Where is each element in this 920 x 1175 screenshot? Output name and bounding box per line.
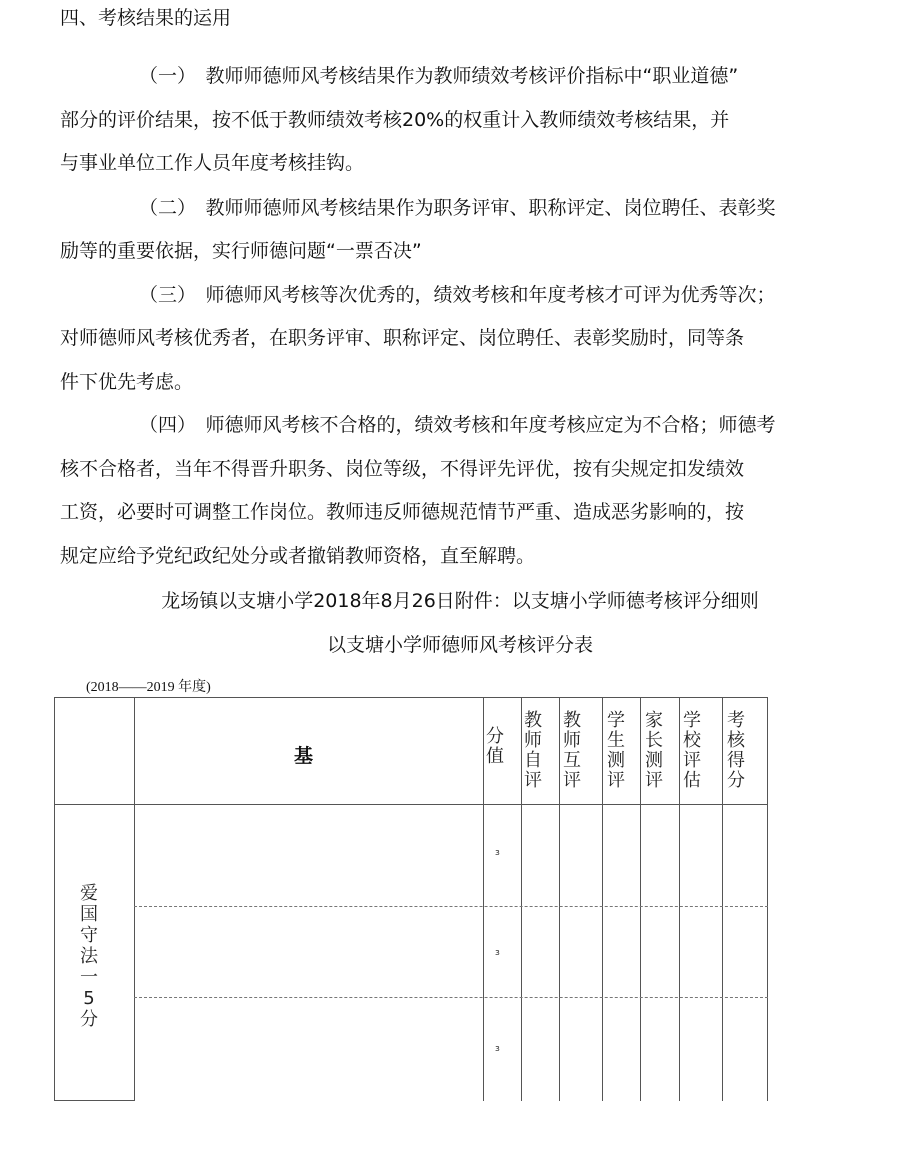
row-mark-2: з — [495, 948, 500, 958]
row-mark-1: з — [495, 848, 500, 858]
paragraph-1-line-3: 与事业单位工作人员年度考核挂钩。 — [60, 152, 365, 174]
col-header-school-eval: 学校评估 — [683, 710, 701, 791]
year-range: (2018——2019 年度) — [86, 680, 211, 695]
table-title: 以支塘小学师德师风考核评分表 — [326, 634, 593, 656]
paragraph-1-line-2: 部分的评价结果，按不低于教师绩效考核20%的权重计入教师绩效考核结果，并 — [60, 109, 730, 131]
col-header-parent-eval: 家长测评 — [645, 710, 663, 791]
paragraph-3-line-1: （三） 师德师风考核等次优秀的，绩效考核和年度考核才可评为优秀等次； — [139, 284, 776, 306]
signature-line: 龙场镇以支塘小学2018年8月26日附件：以支塘小学师德考核评分细则 — [161, 590, 759, 612]
paragraph-2-line-1: （二） 教师师德师风考核结果作为职务评审、职称评定、岗位聘任、表彰奖 — [139, 197, 776, 219]
paragraph-3-line-2: 对师德师风考核优秀者，在职务评审、职称评定、岗位聘任、表彰奖励时，同等条 — [60, 327, 745, 349]
paragraph-2-line-2: 励等的重要依据，实行师德问题“一票否决” — [60, 240, 422, 262]
col-header-student-eval: 学生测评 — [607, 710, 625, 791]
col-header-final-score: 考核得分 — [727, 710, 745, 791]
paragraph-4-line-3: 工资，必要时可调整工作岗位。教师违反师德规范情节严重、造成恶劣影响的，按 — [60, 501, 745, 523]
paragraph-4-line-4: 规定应给予党纪政纪处分或者撤销教师资格，直至解聘。 — [60, 545, 536, 567]
row-mark-3: з — [495, 1044, 500, 1054]
col-header-self-eval: 教师自评 — [524, 710, 542, 791]
paragraph-4-line-2: 核不合格者，当年不得晋升职务、岗位等级，不得评先评优，按有尖规定扣发绩效 — [60, 458, 745, 480]
col-header-score: 分值 — [486, 726, 504, 767]
col-header-peer-eval: 教师互评 — [563, 710, 581, 791]
score-table — [54, 697, 768, 1101]
category-label: 爱国守法一5分 — [80, 883, 98, 1030]
paragraph-1-line-1: （一） 教师师德师风考核结果作为教师绩效考核评价指标中“职业道德” — [139, 65, 739, 87]
paragraph-3-line-3: 件下优先考虑。 — [60, 371, 194, 393]
section-heading: 四、考核结果的运用 — [60, 7, 232, 29]
paragraph-4-line-1: （四） 师德师风考核不合格的，绩效考核和年度考核应定为不合格；师德考 — [139, 414, 776, 436]
table-header-basic: 基 — [294, 745, 314, 767]
